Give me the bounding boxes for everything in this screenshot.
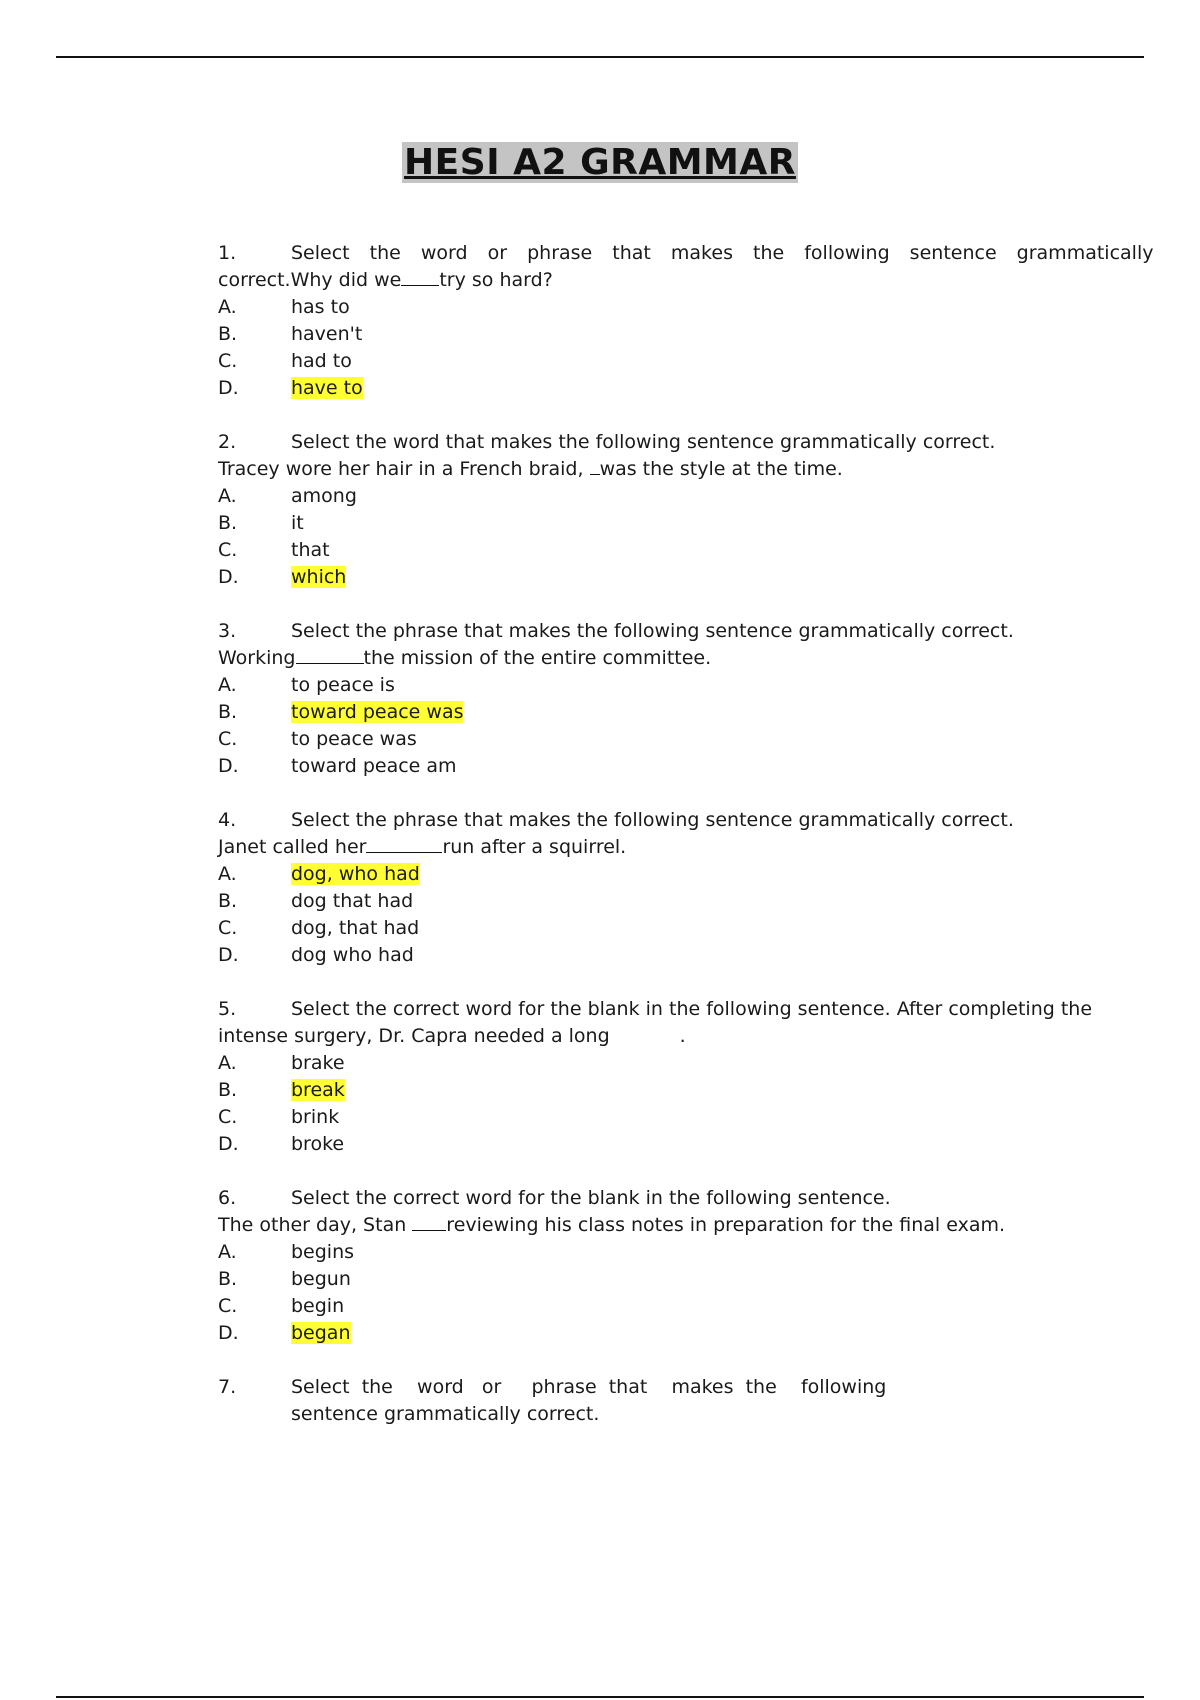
question-stem <box>218 1185 1058 1212</box>
question-number: 4. <box>218 809 237 831</box>
question-sentence: The other day, Stan reviewing his class notes in preparation for the final exam. <box>218 1214 1006 1236</box>
answer-option[interactable]: B. haven't <box>218 323 363 345</box>
question-stem <box>218 807 1058 834</box>
document-title <box>0 142 1200 183</box>
question-number: 6. <box>218 1187 237 1209</box>
answer-option[interactable]: C. had to <box>218 350 352 372</box>
question-text: Select the word that makes the following sentence grammatically correct. <box>291 431 996 453</box>
correct-answer-highlight: which <box>291 566 347 588</box>
answer-blank <box>366 834 442 853</box>
answer-option-correct[interactable]: B. break <box>218 1079 345 1101</box>
answer-blank <box>590 456 600 475</box>
question-4 <box>218 807 1058 969</box>
answer-option-correct[interactable]: B. toward peace was <box>218 701 464 723</box>
correct-answer-highlight: have to <box>291 377 363 399</box>
answer-option-correct[interactable]: A. dog, who had <box>218 863 420 885</box>
question-stem <box>218 996 1093 1023</box>
question-list <box>218 240 1154 1455</box>
answer-option[interactable]: B. dog that had <box>218 890 414 912</box>
question-number: 7. <box>218 1376 237 1398</box>
answer-option[interactable]: A. to peace is <box>218 674 395 696</box>
question-6 <box>218 1185 1058 1347</box>
answer-option-correct[interactable]: D. began <box>218 1322 351 1344</box>
question-stem <box>218 240 1154 267</box>
answer-option[interactable]: A. begins <box>218 1241 355 1263</box>
correct-answer-highlight: dog, who had <box>291 863 420 885</box>
question-7 <box>218 1374 1058 1428</box>
correct-answer-highlight: break <box>291 1079 345 1101</box>
question-number: 1. <box>218 242 237 264</box>
question-text-continued: sentence grammatically correct. <box>291 1403 600 1425</box>
question-number: 2. <box>218 431 237 453</box>
question-sentence: Tracey wore her hair in a French braid, was the style at the time. <box>218 458 843 480</box>
answer-option[interactable]: C. dog, that had <box>218 917 420 939</box>
question-stem <box>218 429 1058 456</box>
answer-option[interactable]: A. has to <box>218 296 350 318</box>
answer-option[interactable]: D. broke <box>218 1133 345 1155</box>
correct-answer-highlight: toward peace was <box>291 701 464 723</box>
question-sentence: correct.Why did we try so hard? <box>218 269 553 291</box>
page-top-rule <box>56 56 1144 58</box>
answer-option-correct[interactable]: D. which <box>218 566 347 588</box>
question-number: 3. <box>218 620 237 642</box>
question-text: Select the correct word for the blank in the following sentence. <box>291 1187 891 1209</box>
question-stem <box>218 618 1058 645</box>
question-text: Select the phrase that makes the following sentence grammatically correct. <box>291 620 1014 642</box>
answer-option[interactable]: C. brink <box>218 1106 340 1128</box>
answer-option[interactable]: A. brake <box>218 1052 345 1074</box>
answer-option[interactable]: B. it <box>218 512 304 534</box>
question-sentence: intense surgery, Dr. Capra needed a long . <box>218 1025 686 1047</box>
question-1 <box>218 240 1154 402</box>
question-text: Select the correct word for the blank in the following sentence. After completing the <box>291 998 1093 1020</box>
answer-option[interactable]: C. begin <box>218 1295 345 1317</box>
question-number: 5. <box>218 998 237 1020</box>
answer-option[interactable]: D. dog who had <box>218 944 414 966</box>
answer-option-correct[interactable]: D. have to <box>218 377 363 399</box>
answer-blank <box>401 267 439 286</box>
question-text: Select the word or phrase that makes the following sentence grammatically <box>291 242 1154 264</box>
document-title-text: HESI A2 GRAMMAR <box>404 142 796 183</box>
answer-blank <box>296 645 364 664</box>
correct-answer-highlight: began <box>291 1322 351 1344</box>
answer-option[interactable]: D. toward peace am <box>218 755 457 777</box>
answer-option[interactable]: C. that <box>218 539 330 561</box>
question-sentence: Working the mission of the entire committee. <box>218 647 712 669</box>
question-2 <box>218 429 1058 591</box>
answer-blank <box>412 1212 446 1231</box>
question-text: Select the phrase that makes the following sentence grammatically correct. <box>291 809 1014 831</box>
question-stem <box>218 1374 1058 1401</box>
answer-option[interactable]: B. begun <box>218 1268 351 1290</box>
answer-option[interactable]: A. among <box>218 485 357 507</box>
question-5 <box>218 996 1093 1158</box>
answer-option[interactable]: C. to peace was <box>218 728 417 750</box>
question-text: Select the word or phrase that makes the following <box>291 1376 887 1398</box>
page-bottom-rule <box>56 1696 1144 1698</box>
question-sentence: Janet called her run after a squirrel. <box>218 836 627 858</box>
question-3 <box>218 618 1058 780</box>
